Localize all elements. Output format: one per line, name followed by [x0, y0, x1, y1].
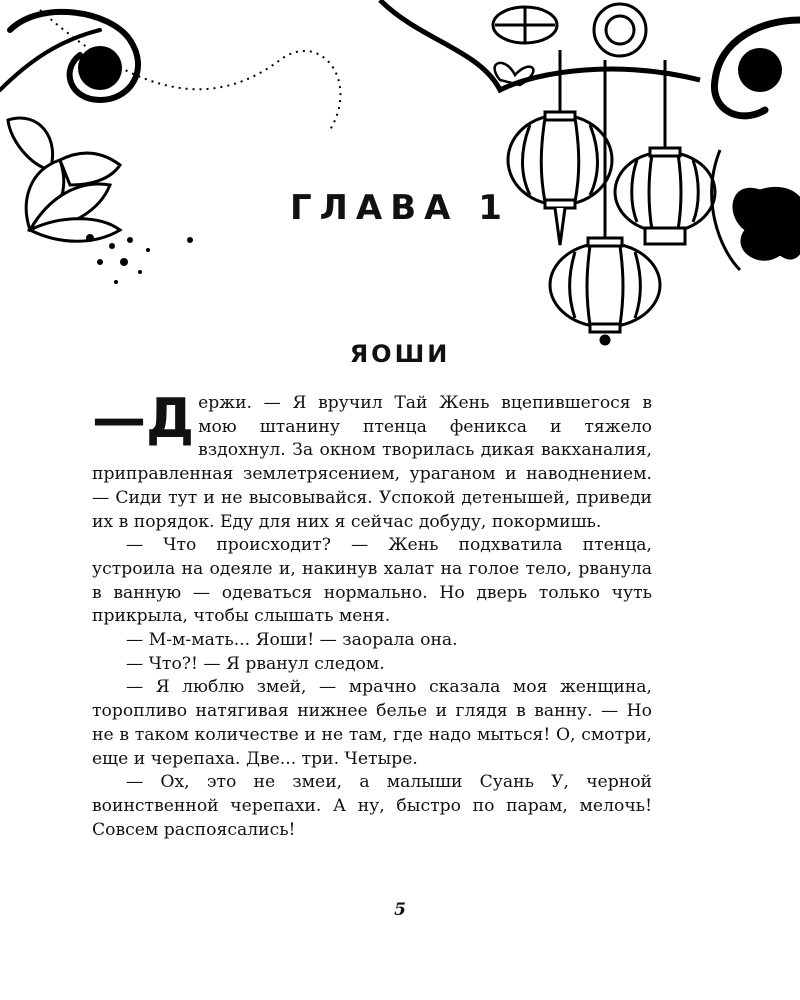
left-leaf-icon	[8, 118, 53, 170]
page-number: 5	[394, 900, 406, 920]
center-vine	[380, 0, 700, 90]
chapter-text	[92, 387, 652, 842]
paragraph: — М-м-мать... Яоши! — заорала она.	[126, 630, 458, 651]
paragraph: — Что происходит? — Жень подхватила птенца, устроила на одеяле и, накинув халат на голое тело, рванула в ванную — одеваться нормально. Но дверь только чуть прикрыла, чтобы слышать меня.	[92, 535, 652, 627]
lantern-icon	[615, 60, 715, 244]
right-flower-center	[738, 48, 782, 92]
right-rose-icon	[733, 187, 800, 260]
dropcap: —Д	[92, 387, 195, 450]
chapter-title: ГЛАВА 1	[290, 188, 510, 228]
left-dots	[86, 234, 193, 284]
section-title: ЯОШИ	[349, 340, 451, 368]
paragraph: — Что?! — Я рванул следом.	[126, 653, 385, 674]
paragraph: — Я люблю змей, — мрачно сказала моя женщина, торопливо натягивая нижнее белье и глядя в ванну. — Но не в таком количестве и не там, где надо мыться! О, смотри, еще и черепаха. Две... три. Четыре.	[92, 677, 652, 769]
top-flower-icon	[493, 4, 646, 56]
left-flower-center	[78, 46, 122, 90]
paragraph: — Ох, это не змеи, а малыши Суань У, черной воинственной черепахи. А ну, быстро по парам, мелочь! Совсем распоясались!	[92, 772, 652, 840]
header-ornament	[0, 0, 800, 360]
paragraph: —Д ержи. — Я вручил Тай Жень вцепившегося в мою штанину птенца феникса и тяжело вздохнул. За окном творилась дикая вакханалия, приправленная землетрясением, ураганом и наводнением. — Сиди тут и не высовывайся. Успокой детенышей, приведи их в порядок. Еду для них я сейчас добуду, покормишь.	[92, 387, 652, 532]
